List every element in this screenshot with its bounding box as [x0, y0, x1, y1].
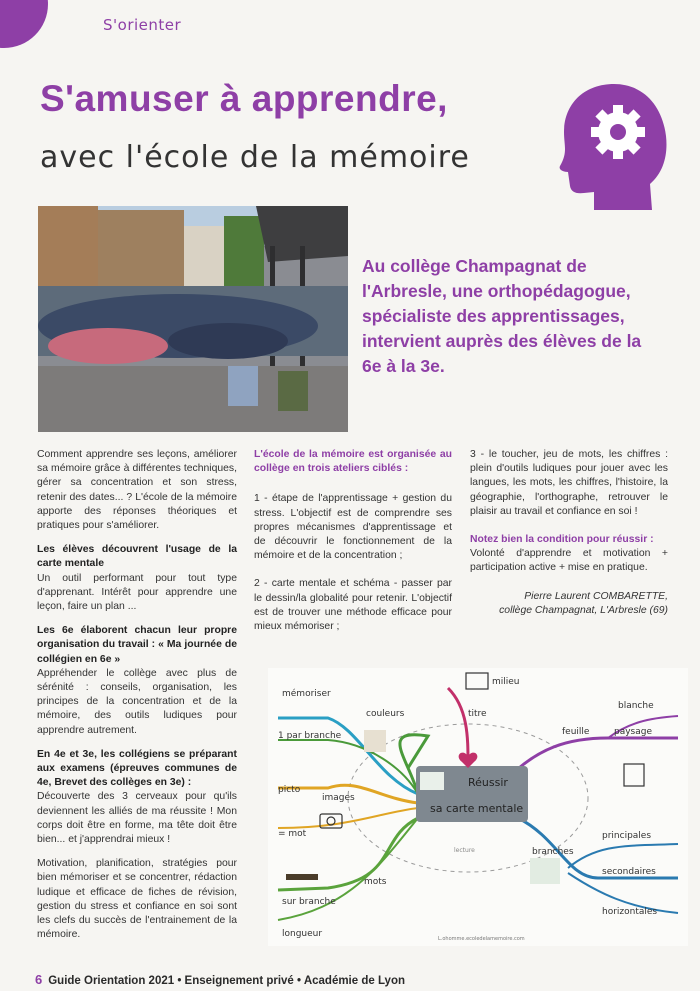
label-titre: titre [468, 709, 487, 719]
column-left [37, 448, 237, 953]
label-memoriser: mémoriser [282, 689, 331, 699]
body-paragraph: Motivation, planification, stratégies pour bien mémoriser et se concentrer, rédaction ludique et efficace de fiches de révision, gestion du stress et confiance en soi sont les clefs du succès de l'entrainement de la mémoire. [37, 858, 237, 941]
label-couleurs: couleurs [366, 709, 405, 719]
body-paragraph: 1 - étape de l'apprentissage + gestion du stress. L'objectif est de comprendre ses propres mécanismes d'apprentissage et de découvrir le fonctionnement de la mémoire et de la concentration ; [254, 493, 452, 562]
head-with-gear-icon [556, 80, 668, 212]
pencils-icon [364, 730, 386, 752]
body-paragraph: 3 - le toucher, jeu de mots, les chiffres : plein d'outils ludiques pour jouer avec les langues, les mots, les chiffres, l'histoire, la géographie, l'orthographe, retrouver le plaisir au travail et confiance en soi ! [470, 449, 668, 517]
label-principales: principales [602, 831, 652, 841]
center-node-sticker [420, 772, 444, 790]
page-footer [35, 972, 405, 987]
subheading: Les élèves découvrent l'usage de la carte mentale [37, 544, 237, 570]
subheading: Les 6e élaborent chacun leur propre organisation du travail : « Ma journée de collégien en 6e » [37, 625, 237, 665]
mindmap-credit: L.ohomme.ecoledelamemoire.com [438, 936, 525, 942]
subheading: En 4e et 3e, les collégiens se préparant aux examens (épreuves communes de 4e, Brevet des collèges en 3e) : [37, 748, 237, 789]
lead-paragraph: Au collège Champagnat de l'Arbresle, une orthopédagogue, spécialiste des apprentissages, intervient auprès des élèves de la 6e à la 3e. [362, 256, 642, 376]
page-subtitle: avec l'école de la mémoire [40, 140, 470, 175]
intro-paragraph: Comment apprendre ses leçons, améliorer sa mémoire grâce à différentes techniques, gérer sa concentration et son stress, retenir des dates... ? L'école de la mémoire apporte des réponses théoriques et pratiques pour s'améliorer. [37, 449, 237, 532]
label-blanche: blanche [618, 701, 654, 711]
signature-name: Pierre Laurent COMBARETTE, [524, 590, 668, 602]
label-milieu: milieu [492, 677, 520, 687]
section-label: S'orienter [103, 16, 182, 34]
body-paragraph: Découverte des 3 cerveaux pour qu'ils deviennent les alliés de ma réussite ! Mon corps doit être en forme, ma tête doit être bien... et j'apprendrai mieux ! [37, 791, 237, 846]
column-middle [254, 448, 452, 644]
column-right [470, 448, 668, 618]
label-images: images [322, 793, 355, 803]
signature-affiliation: collège Champagnat, L'Arbresle (69) [499, 604, 668, 616]
label-par-branche: 1 par branche [278, 731, 342, 741]
body-paragraph: Volonté d'apprendre et motivation + participation active + mise en pratique. [470, 548, 668, 574]
label-picto: picto [278, 785, 301, 795]
label-secondaires: secondaires [602, 867, 656, 877]
body-paragraph: Un outil performant pour tout type d'apprenant. Intérêt pour apprendre une leçon, faire un plan ... [37, 572, 237, 613]
body-paragraph: Appréhender le collège avec plus de sérénité : conseils, organisation, les principes de la concentration et de la mémoire, des outils ludiques pour apprendre autrement. [37, 667, 237, 736]
label-horizontales: horizontales [602, 907, 658, 917]
body-paragraph: 2 - carte mentale et schéma - passer par le dessin/la globalité pour retenir. L'objectif est de trouver une méthode efficace pour mieux mémoriser ; [254, 578, 452, 633]
label-branches: branches [532, 847, 574, 857]
label-mot: = mot [278, 829, 307, 839]
label-feuille: feuille [562, 727, 590, 737]
label-paysage: paysage [614, 727, 653, 737]
center-title-1: Réussir [468, 776, 508, 789]
label-mots: mots [364, 877, 387, 887]
label-longueur: longueur [282, 929, 323, 939]
key-icon [286, 874, 318, 880]
subheading: L'école de la mémoire est organisée au collège en trois ateliers ciblés : [254, 449, 452, 475]
center-title-2: sa carte mentale [430, 802, 524, 815]
schoolyard-photo [38, 206, 348, 432]
label-lecture: lecture [454, 847, 475, 854]
subheading: Notez bien la condition pour réussir : [470, 534, 654, 546]
mind-map [268, 668, 688, 946]
footer-text: Guide Orientation 2021 • Enseignement privé • Académie de Lyon [48, 975, 406, 987]
corner-decoration [0, 0, 48, 48]
label-sur-branche: sur branche [282, 897, 336, 907]
leaf-map-icon [530, 858, 560, 884]
page-title: S'amuser à apprendre, [40, 78, 448, 119]
page-number: 6 [35, 972, 43, 987]
